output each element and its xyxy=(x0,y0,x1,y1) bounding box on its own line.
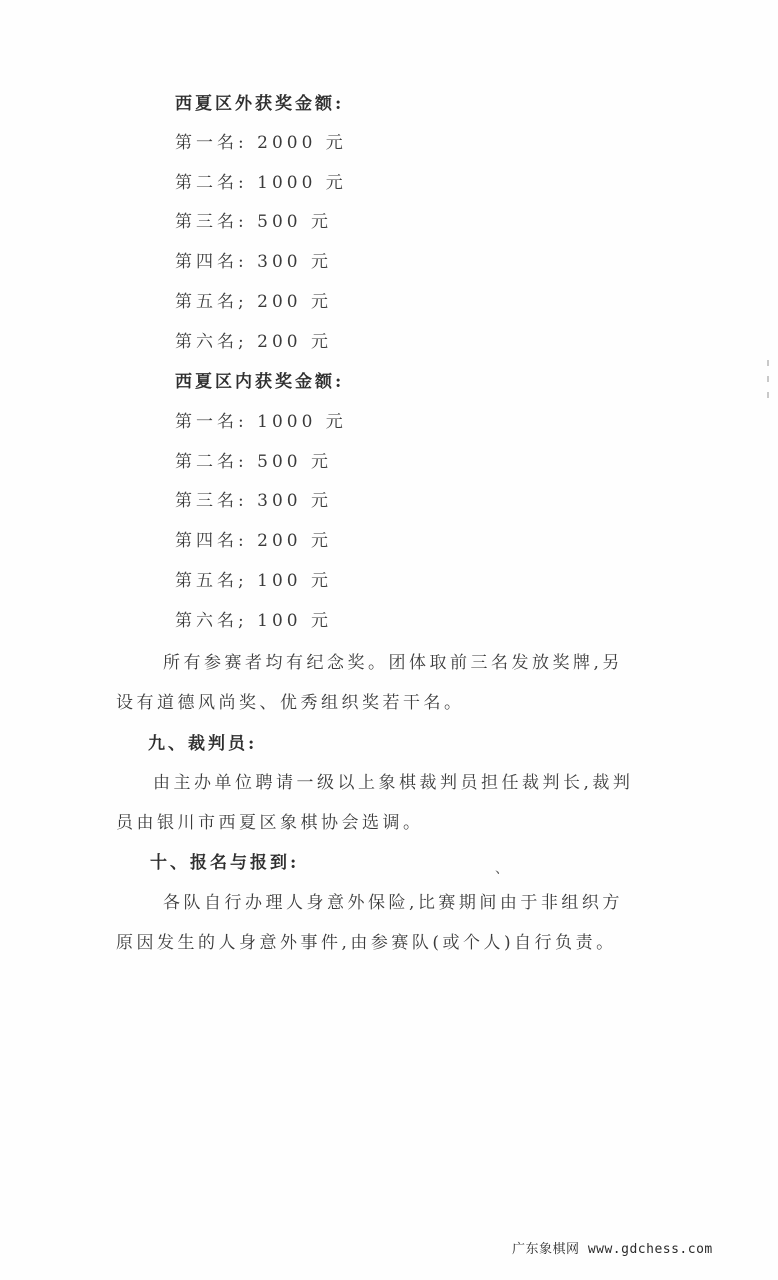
section-9-heading: 九、裁判员: xyxy=(148,734,258,754)
section-9-line-2: 员由银川市西夏区象棋协会选调。 xyxy=(116,813,424,833)
scan-edge-marks xyxy=(764,360,772,420)
site-watermark: 广东象棋网 www.gdchess.com xyxy=(512,1242,713,1257)
outside-award-6: 第六名; 200 元 xyxy=(175,332,332,352)
inside-award-3: 第三名: 300 元 xyxy=(175,491,332,511)
outside-award-1: 第一名: 2000 元 xyxy=(175,133,347,153)
section-10-line-2: 原因发生的人身意外事件,由参赛队(或个人)自行负责。 xyxy=(116,933,617,953)
outside-award-4: 第四名: 300 元 xyxy=(175,252,332,272)
section-10-heading: 十、报名与报到: xyxy=(150,853,300,873)
section-9-line-1: 由主办单位聘请一级以上象棋裁判员担任裁判长,裁判 xyxy=(153,773,634,793)
outside-award-5: 第五名; 200 元 xyxy=(175,292,332,312)
outside-award-2: 第二名: 1000 元 xyxy=(175,173,347,193)
inside-award-2: 第二名: 500 元 xyxy=(175,452,332,472)
commemorative-line-2: 设有道德风尚奖、优秀组织奖若干名。 xyxy=(116,693,465,713)
outside-awards-heading: 西夏区外获奖金额: xyxy=(175,94,345,114)
inside-award-5: 第五名; 100 元 xyxy=(175,571,332,591)
inside-awards-heading: 西夏区内获奖金额: xyxy=(175,372,345,392)
outside-award-3: 第三名: 500 元 xyxy=(175,212,332,232)
section-10-line-1: 各队自行办理人身意外保险,比赛期间由于非组织方 xyxy=(163,893,623,913)
inside-award-4: 第四名: 200 元 xyxy=(175,531,332,551)
commemorative-line-1: 所有参赛者均有纪念奖。团体取前三名发放奖牌,另 xyxy=(163,653,623,673)
inside-award-1: 第一名: 1000 元 xyxy=(175,412,347,432)
inside-award-6: 第六名; 100 元 xyxy=(175,611,332,631)
stray-punctuation-mark: 、 xyxy=(495,861,509,877)
